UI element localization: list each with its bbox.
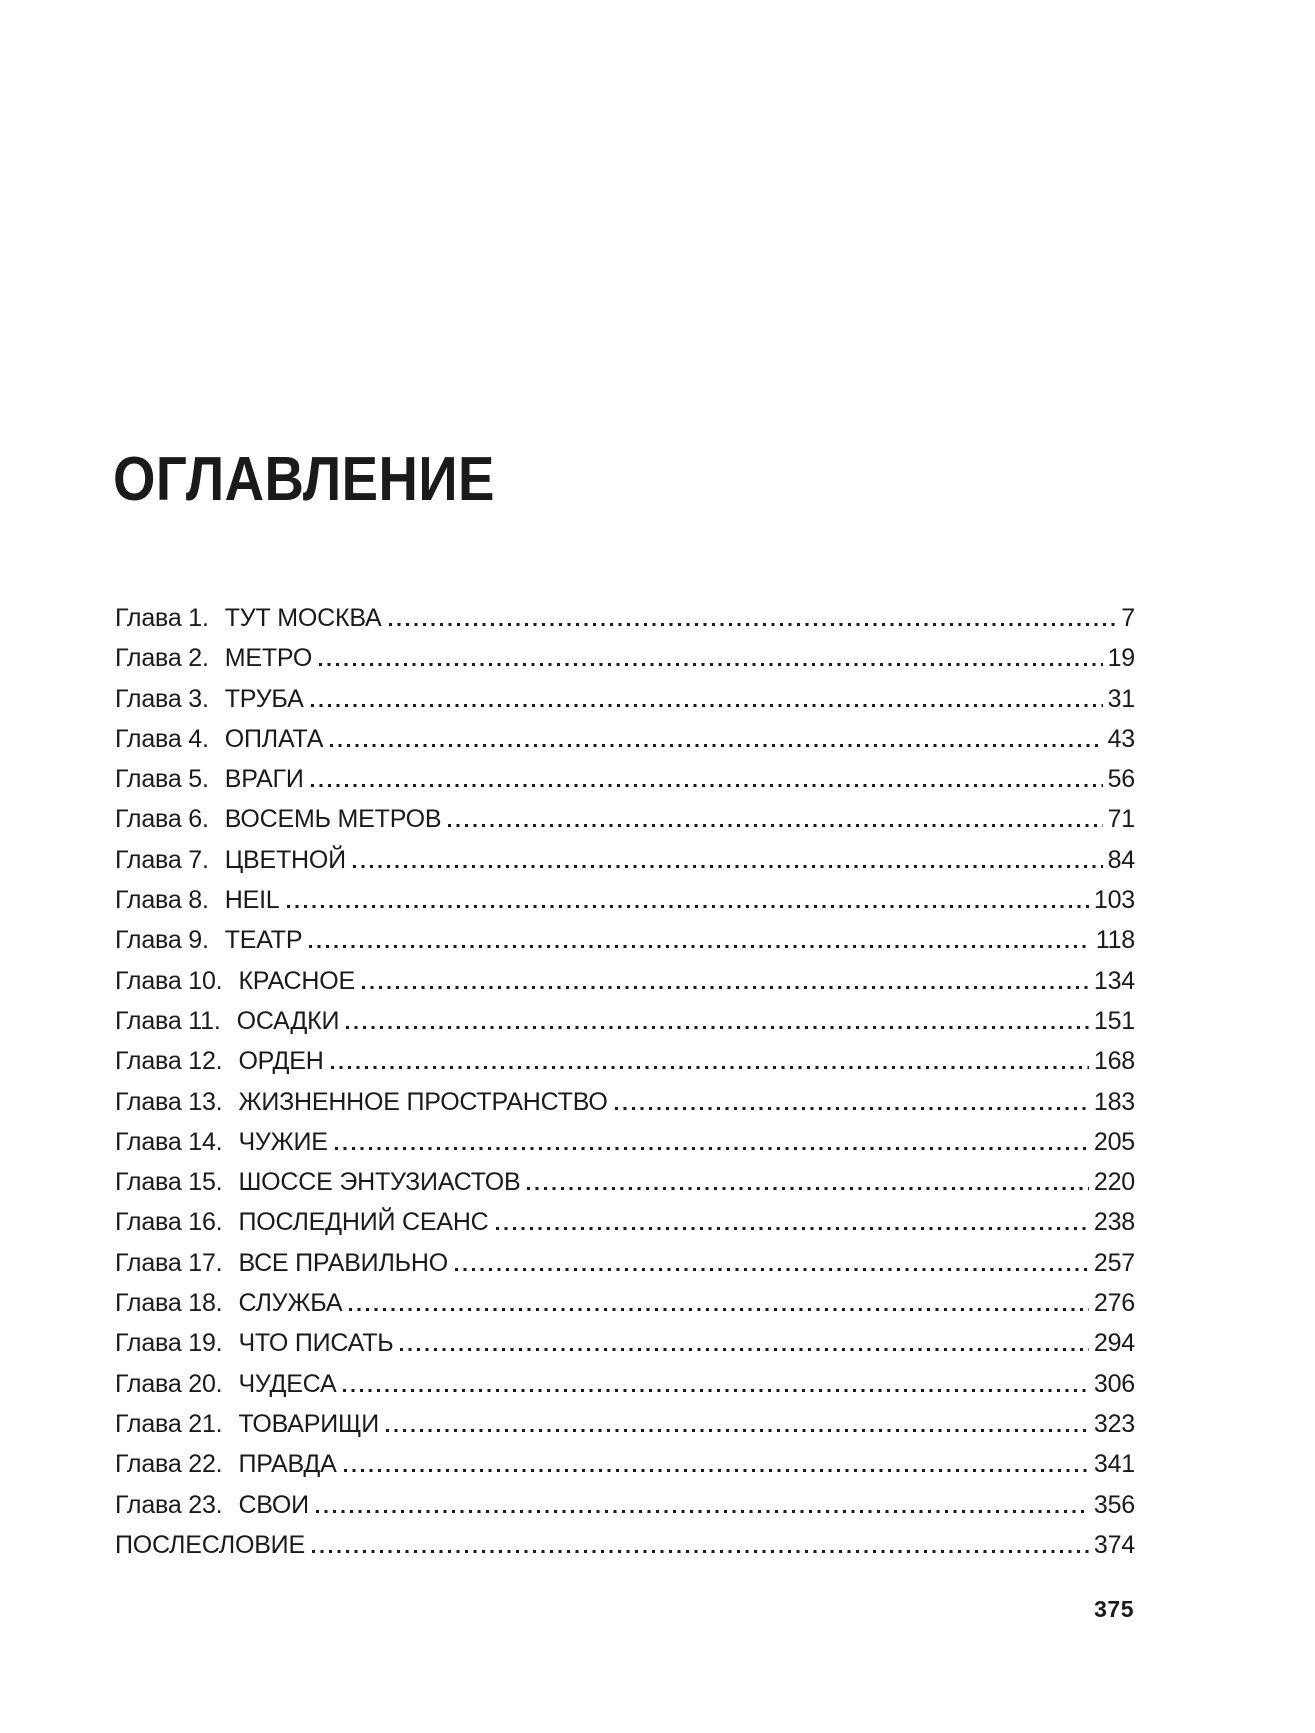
- page-number: 151: [1093, 1006, 1135, 1035]
- dot-leader: [455, 1268, 1089, 1271]
- dot-leader: [615, 1107, 1089, 1110]
- toc-entry: [115, 759, 1135, 799]
- toc-entry: [115, 961, 1135, 1001]
- chapter-title: ПОСЛЕДНИЙ СЕАНС: [238, 1208, 489, 1237]
- toc-entry: [115, 1525, 1135, 1565]
- page-number: 257: [1093, 1248, 1135, 1277]
- chapter-label: Глава 10.: [115, 966, 223, 995]
- chapter-title: ТЕАТР: [224, 926, 303, 955]
- chapter-label: Глава 15.: [115, 1168, 223, 1197]
- page-number: 31: [1107, 684, 1135, 713]
- chapter-label: Глава 23.: [115, 1490, 223, 1519]
- chapter-title: СВОИ: [238, 1490, 309, 1519]
- page-number: 276: [1093, 1289, 1135, 1318]
- toc-entry: [115, 1001, 1135, 1041]
- dot-leader: [527, 1187, 1088, 1190]
- chapter-label: Глава 19.: [115, 1329, 223, 1358]
- chapter-title: ЦВЕТНОЙ: [224, 845, 346, 874]
- dot-leader: [316, 1510, 1089, 1513]
- page-number: 168: [1093, 1047, 1135, 1076]
- chapter-title: ЧТО ПИСАТЬ: [238, 1329, 394, 1358]
- toc-entry: [115, 638, 1135, 678]
- page-number: 323: [1093, 1409, 1135, 1438]
- chapter-label: Глава 1.: [115, 604, 209, 632]
- chapter-title: ЖИЗНЕННОЕ ПРОСТРАНСТВО: [238, 1087, 608, 1116]
- page-number: 238: [1093, 1208, 1135, 1237]
- page-number: 341: [1093, 1450, 1135, 1479]
- toc-entry: [115, 799, 1135, 839]
- dot-leader: [448, 824, 1102, 827]
- chapter-label: Глава 4.: [115, 724, 209, 753]
- toc-entry: [115, 1122, 1135, 1162]
- chapter-label: Глава 17.: [115, 1248, 223, 1277]
- page-number: 84: [1107, 845, 1135, 874]
- chapter-label: Глава 8.: [115, 886, 209, 915]
- dot-leader: [349, 1308, 1089, 1311]
- page-title: ОГЛАВЛЕНИЕ: [113, 445, 495, 514]
- toc-entry: [115, 1364, 1135, 1404]
- folio-page-number: 375: [1094, 1596, 1134, 1622]
- dot-leader: [353, 865, 1103, 868]
- toc-entry: [115, 880, 1135, 920]
- toc-entry: [115, 719, 1135, 759]
- dot-leader: [344, 1469, 1089, 1472]
- page-number: 103: [1093, 886, 1135, 915]
- toc-entry: [115, 920, 1135, 960]
- chapter-title: ЧУЖИЕ: [238, 1127, 328, 1156]
- chapter-label: Глава 22.: [115, 1450, 223, 1479]
- toc-entry: [115, 1243, 1135, 1283]
- chapter-label: Глава 20.: [115, 1369, 223, 1398]
- dot-leader: [319, 663, 1103, 666]
- dot-leader: [400, 1348, 1088, 1351]
- toc-entry: [115, 1444, 1135, 1484]
- chapter-title: HEIL: [224, 886, 280, 915]
- dot-leader: [389, 623, 1117, 626]
- page-number: 374: [1093, 1530, 1135, 1559]
- page-number: 7: [1121, 604, 1135, 632]
- toc-list: [115, 598, 1135, 1565]
- dot-leader: [343, 1389, 1088, 1392]
- page-number: 19: [1107, 644, 1135, 673]
- chapter-title: ВОСЕМЬ МЕТРОВ: [224, 805, 442, 834]
- chapter-title: МЕТРО: [224, 644, 313, 673]
- page-number: 183: [1093, 1087, 1135, 1116]
- toc-entry: [115, 1283, 1135, 1323]
- page-number: 220: [1093, 1168, 1135, 1197]
- dot-leader: [330, 744, 1102, 747]
- chapter-label: Глава 13.: [115, 1087, 223, 1116]
- toc-entry: [115, 1404, 1135, 1444]
- chapter-title: КРАСНОЕ: [238, 966, 355, 995]
- chapter-title: ЧУДЕСА: [238, 1369, 337, 1398]
- chapter-label: Глава 14.: [115, 1127, 223, 1156]
- chapter-label: Глава 6.: [115, 805, 209, 834]
- page-number: 306: [1093, 1369, 1135, 1398]
- chapter-title: ВСЕ ПРАВИЛЬНО: [238, 1248, 448, 1277]
- chapter-label: Глава 18.: [115, 1289, 223, 1318]
- toc-entry: [115, 1041, 1135, 1081]
- dot-leader: [346, 1026, 1089, 1029]
- chapter-title: ОПЛАТА: [224, 724, 324, 753]
- chapter-label: Глава 3.: [115, 684, 209, 713]
- dot-leader: [311, 704, 1103, 707]
- chapter-title: ПОСЛЕСЛОВИЕ: [115, 1530, 305, 1559]
- toc-entry: [115, 1082, 1135, 1122]
- chapter-title: ТРУБА: [224, 684, 304, 713]
- chapter-title: СЛУЖБА: [238, 1289, 343, 1318]
- chapter-label: Глава 11.: [115, 1006, 221, 1035]
- toc-entry: [115, 1323, 1135, 1363]
- dot-leader: [386, 1429, 1089, 1432]
- chapter-title: ОСАДКИ: [236, 1006, 340, 1035]
- dot-leader: [287, 905, 1089, 908]
- page-number: 294: [1093, 1329, 1135, 1358]
- chapter-title: ВРАГИ: [224, 765, 304, 794]
- dot-leader: [311, 784, 1103, 787]
- chapter-title: ТУТ МОСКВА: [224, 604, 382, 632]
- page-number: 134: [1093, 966, 1135, 995]
- chapter-title: ТОВАРИЩИ: [238, 1409, 380, 1438]
- chapter-label: Глава 21.: [115, 1409, 223, 1438]
- dot-leader: [362, 986, 1089, 989]
- toc-entry: [115, 598, 1135, 638]
- chapter-label: Глава 16.: [115, 1208, 223, 1237]
- page-number: 56: [1107, 765, 1135, 794]
- dot-leader: [335, 1147, 1089, 1150]
- chapter-label: Глава 7.: [115, 845, 209, 874]
- dot-leader: [496, 1227, 1089, 1230]
- toc-entry: [115, 679, 1135, 719]
- chapter-label: Глава 5.: [115, 765, 209, 794]
- toc-entry: [115, 1485, 1135, 1525]
- page-number: 118: [1095, 926, 1135, 955]
- chapter-label: Глава 2.: [115, 644, 209, 673]
- page-number: 71: [1107, 805, 1135, 834]
- dot-leader: [309, 945, 1090, 948]
- chapter-title: ШОССЕ ЭНТУЗИАСТОВ: [238, 1168, 521, 1197]
- toc-entry: [115, 1202, 1135, 1242]
- chapter-title: ПРАВДА: [238, 1450, 337, 1479]
- page-number: 205: [1093, 1127, 1135, 1156]
- dot-leader: [331, 1066, 1089, 1069]
- toc-entry: [115, 1162, 1135, 1202]
- page-number: 356: [1093, 1490, 1135, 1519]
- dot-leader: [312, 1550, 1089, 1553]
- chapter-label: Глава 12.: [115, 1047, 223, 1076]
- chapter-label: Глава 9.: [115, 926, 209, 955]
- toc-entry: [115, 840, 1135, 880]
- chapter-title: ОРДЕН: [238, 1047, 324, 1076]
- page-number: 43: [1107, 724, 1135, 753]
